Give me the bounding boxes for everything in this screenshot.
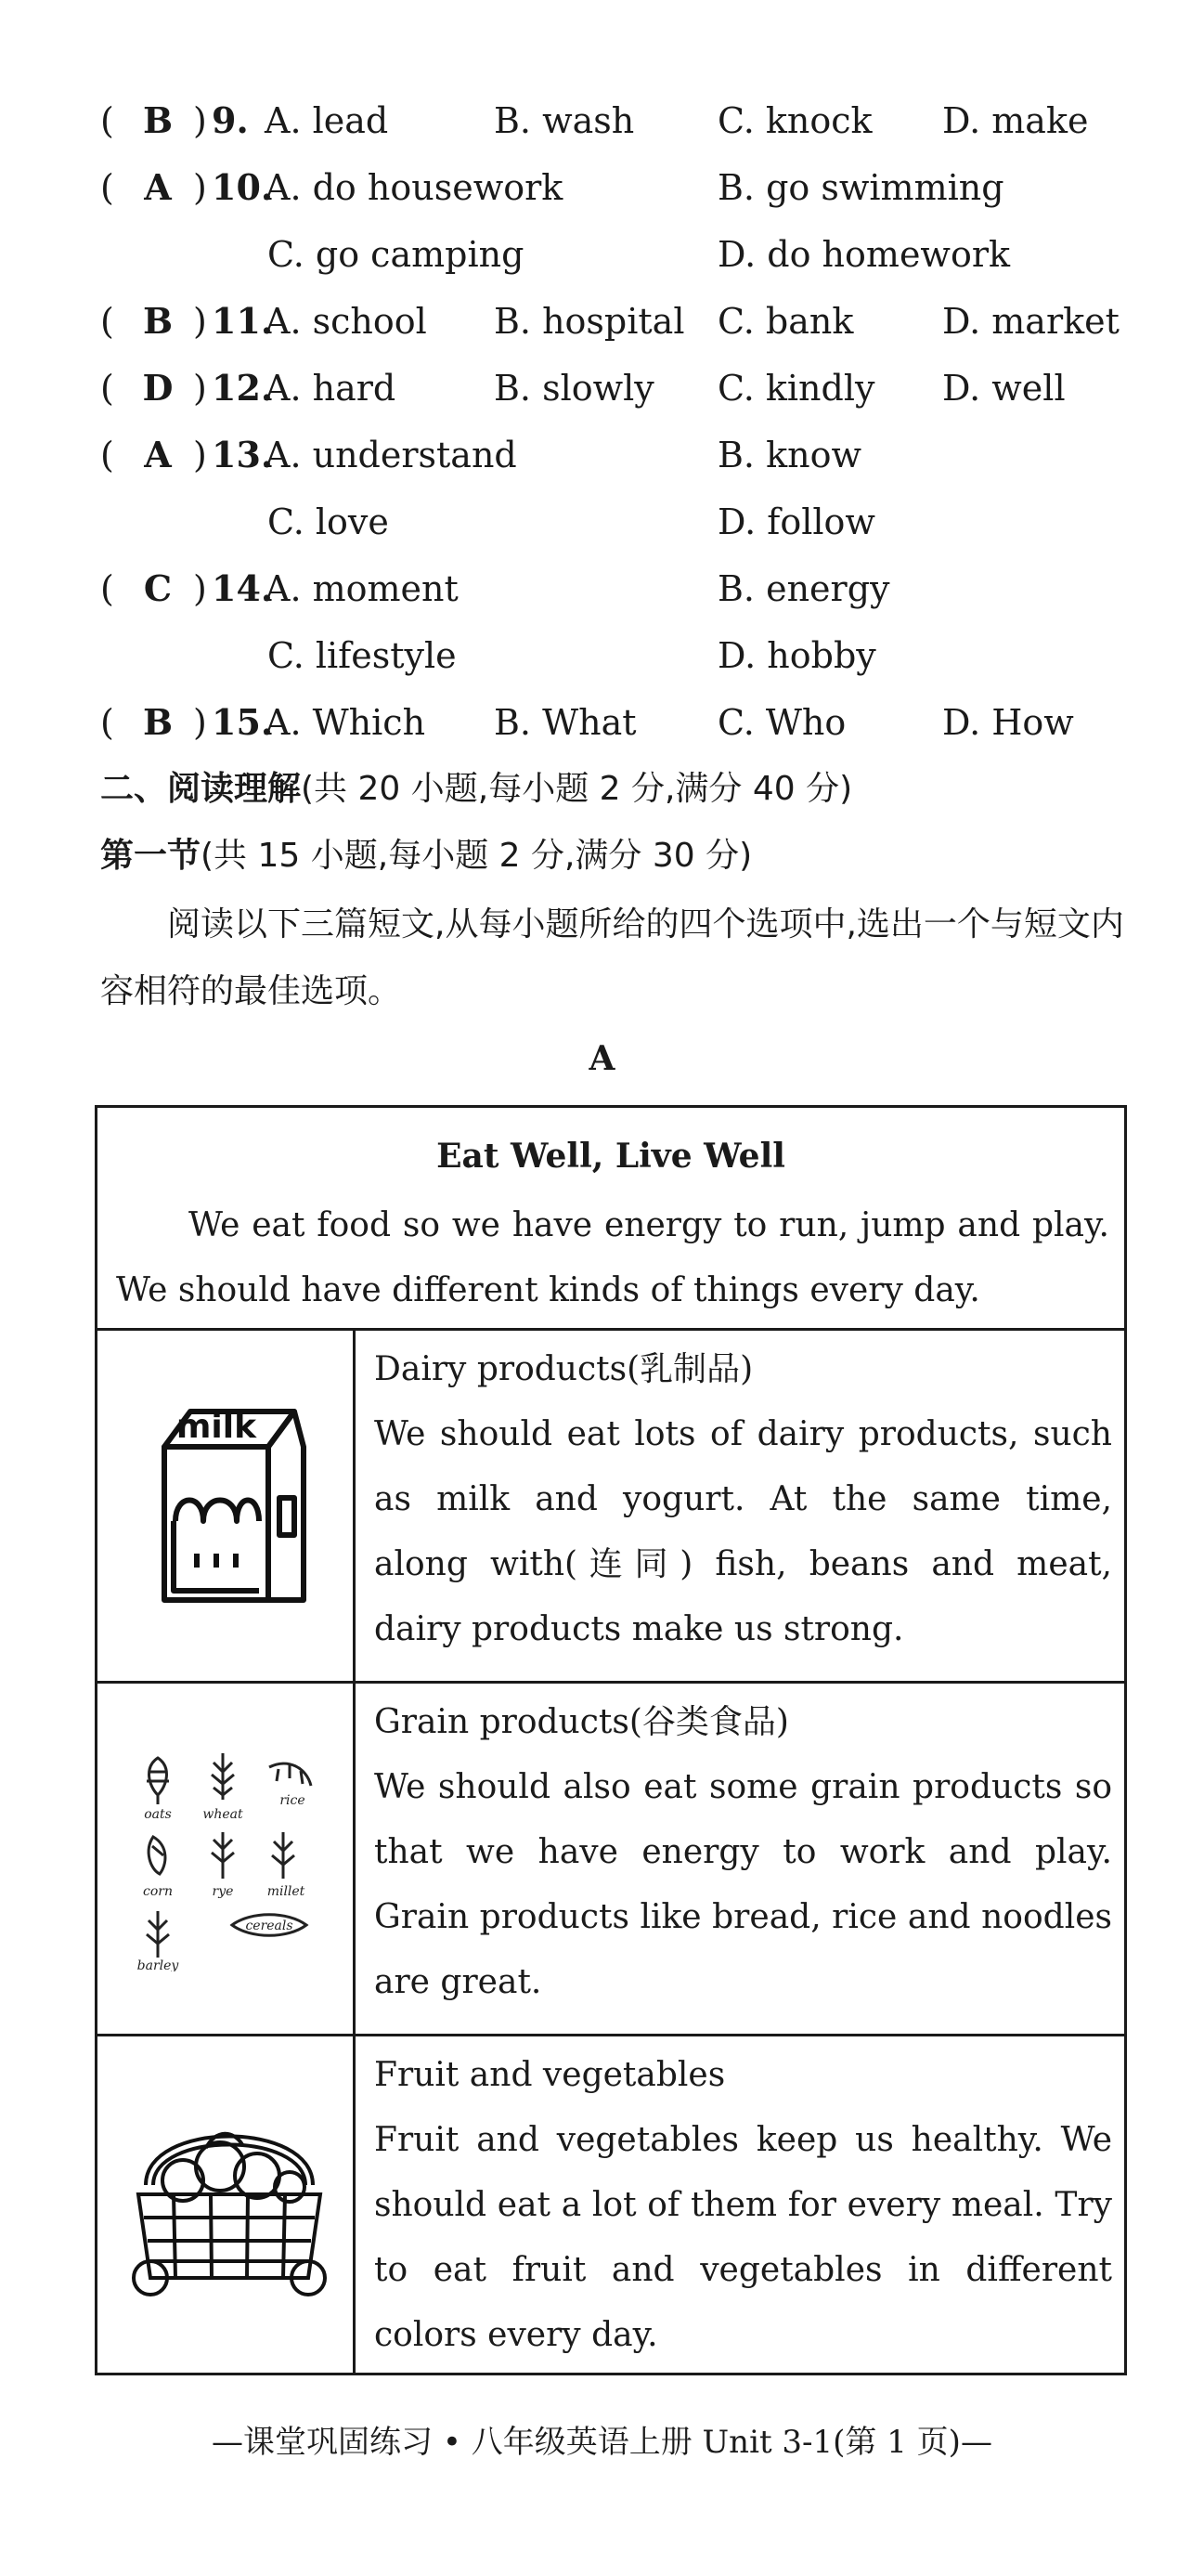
option-b: B. know — [718, 435, 861, 475]
option-d: D. well — [942, 368, 1066, 409]
option-d: D. hobby — [718, 635, 876, 676]
divider — [97, 2034, 1124, 2036]
option-c: C. go camping — [267, 234, 524, 275]
section-heading: Dairy products(乳制品) — [374, 1350, 754, 1388]
question-number: 15. — [212, 701, 274, 743]
svg-text:milk: milk — [175, 1408, 257, 1446]
option-d: D. market — [942, 301, 1120, 342]
section-detail: (共 20 小题,每小题 2 分,满分 40 分) — [301, 770, 853, 808]
section-body: We should also eat some grain products so that we have energy to work and play. Grain products like bread, rice and noodles are great. — [374, 1768, 1112, 2001]
answer: B — [142, 99, 174, 141]
instruction: 阅读以下三篇短文,从每小题所给的四个选项中,选出一个与短文内容相符的最佳选项。 — [100, 905, 1124, 1010]
option-a: A. hard — [265, 368, 396, 409]
answer: A — [144, 166, 172, 208]
question-number: 11. — [212, 300, 274, 342]
divider — [97, 1681, 1124, 1684]
question-number: 10. — [212, 166, 274, 208]
option-d: D. make — [942, 100, 1089, 141]
option-a: A. do housework — [265, 167, 563, 208]
option-b: B. energy — [718, 568, 890, 609]
option-a: A. school — [265, 301, 427, 342]
option-a: A. Which — [265, 702, 426, 743]
svg-text:barley: barley — [136, 1958, 179, 1971]
svg-text:rice: rice — [279, 1793, 305, 1808]
section-body: Fruit and vegetables keep us healthy. We should eat a lot of them for every meal. Try to eat fruit and vegetables in different colors every day. — [374, 2121, 1112, 2354]
option-c: C. bank — [718, 301, 854, 342]
option-b: B. wash — [494, 100, 635, 141]
option-b: B. hospital — [494, 301, 685, 342]
option-a: A. lead — [265, 100, 389, 141]
option-c: C. kindly — [718, 368, 875, 409]
answer: C — [143, 567, 173, 609]
option-c: C. love — [267, 501, 389, 542]
question-number: 9. — [212, 99, 249, 141]
answer: B — [142, 300, 174, 342]
part-title: 第一节 — [100, 837, 201, 875]
option-d: D. How — [942, 702, 1074, 743]
answer: A — [144, 434, 172, 475]
section-heading — [100, 761, 852, 817]
question-number: 12. — [212, 367, 274, 409]
section-heading: Grain products(谷类食品) — [374, 1703, 789, 1741]
fruit-basket-icon — [118, 2101, 341, 2306]
option-d: D. do homework — [718, 234, 1011, 275]
page-footer: —课堂巩固练习 • 八年级英语上册 Unit 3-1(第 1 页)— — [212, 2424, 992, 2461]
part-detail: (共 15 小题,每小题 2 分,满分 30 分) — [201, 837, 753, 875]
answer: D — [142, 367, 174, 409]
section-title: 二、阅读理解 — [100, 770, 302, 808]
option-c: C. lifestyle — [267, 635, 457, 676]
option-d: D. follow — [718, 501, 875, 542]
section-heading: Fruit and vegetables — [374, 2056, 726, 2094]
passage-table — [95, 1105, 1127, 2375]
svg-text:millet: millet — [266, 1884, 305, 1899]
fruit-vegetables-section — [374, 2043, 1112, 2368]
section-body: We should eat lots of dairy products, such as milk and yogurt. At the same time, along with(连同) fish, beans and meat, dairy products make us strong. — [374, 1415, 1112, 1648]
option-b: B. What — [494, 702, 637, 743]
svg-text:oats: oats — [144, 1807, 172, 1822]
passage-label: A — [589, 1039, 615, 1078]
grains-icon — [130, 1749, 325, 1971]
option-a: A. understand — [265, 435, 517, 475]
option-a: A. moment — [265, 568, 459, 609]
option-c: C. Who — [718, 702, 847, 743]
svg-text:cereals: cereals — [245, 1919, 293, 1933]
passage-title: Eat Well, Live Well — [436, 1137, 785, 1176]
option-b: B. slowly — [494, 368, 654, 409]
milk-carton-icon — [155, 1391, 313, 1614]
answer: B — [142, 701, 174, 743]
passage-intro: We eat food so we have energy to run, jump and play. We should have different kinds of things every day. — [116, 1206, 1109, 1309]
part-heading — [100, 828, 752, 884]
svg-text:corn: corn — [143, 1884, 173, 1899]
svg-text:rye: rye — [212, 1884, 234, 1899]
option-c: C. knock — [718, 100, 873, 141]
grain-section — [374, 1690, 1112, 2015]
column-divider — [353, 1328, 356, 2375]
divider — [97, 1328, 1124, 1331]
option-b: B. go swimming — [718, 167, 1004, 208]
question-number: 13. — [212, 434, 274, 475]
dairy-section — [374, 1337, 1112, 1662]
svg-text:wheat: wheat — [202, 1807, 243, 1822]
question-number: 14. — [212, 567, 274, 609]
